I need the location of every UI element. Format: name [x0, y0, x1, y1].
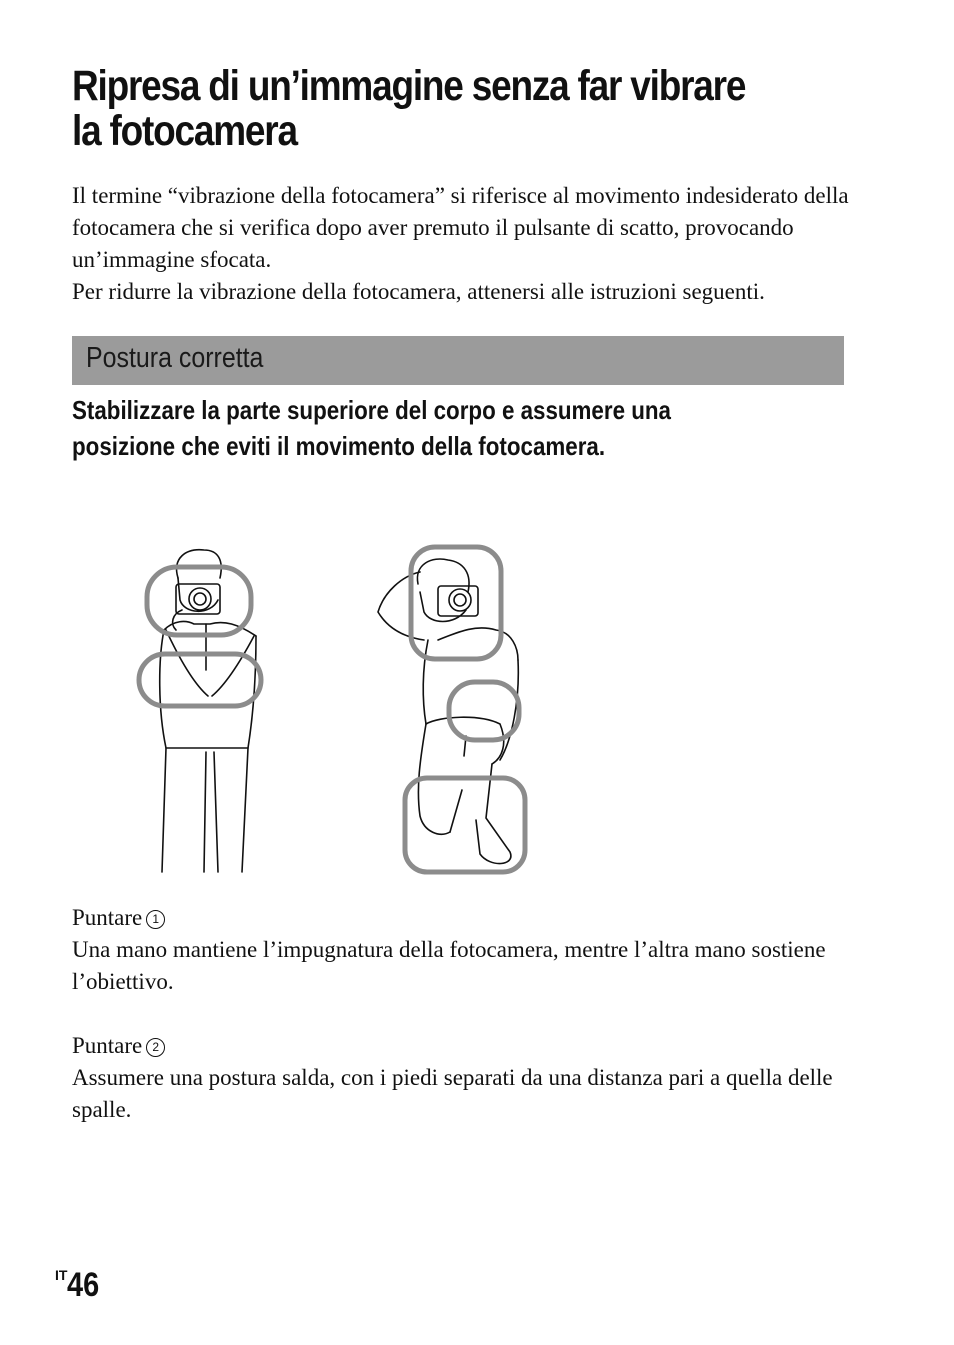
point-2-heading	[72, 1030, 862, 1062]
posture-illustration	[120, 520, 560, 890]
intro-text	[72, 180, 862, 308]
point-2	[72, 1030, 862, 1126]
section-header-label: Postura corretta	[86, 342, 264, 374]
point-1-heading	[72, 902, 862, 934]
intro-paragraph-2: Per ridurre la vibrazione della fotocamera, attenersi alle istruzioni seguenti.	[72, 279, 765, 304]
standing-photographer-figure	[160, 550, 256, 872]
highlight-ring-knee-kneeling	[449, 682, 519, 740]
highlight-ring-elbows-standing	[139, 654, 261, 706]
intro-paragraph-1: Il termine “vibrazione della fotocamera” si riferisce al movimento indesiderato della fotocamera che si verifica dopo aver premuto il pulsante di scatto, provocando un’immagine sfocata.	[72, 183, 849, 272]
section-subheading	[72, 392, 760, 464]
page-title-line-1: Ripresa di un’immagine senza far vibrare	[72, 62, 746, 110]
point-2-marker: 2	[146, 1038, 165, 1057]
point-2-label: Puntare	[72, 1033, 143, 1058]
point-1-text: Una mano mantiene l’impugnatura della fotocamera, mentre l’altra mano sostiene l’obiettivo.	[72, 937, 826, 994]
section-subheading-line-2: posizione che eviti il movimento della fotocamera.	[72, 431, 606, 461]
page-number-value: 46	[67, 1266, 100, 1304]
page-number	[55, 1266, 105, 1305]
section-subheading-line-1: Stabilizzare la parte superiore del corpo e assumere una	[72, 395, 671, 425]
point-1-label: Puntare	[72, 905, 143, 930]
page-title-line-2: la fotocamera	[72, 107, 297, 155]
point-1-marker: 1	[146, 910, 165, 929]
point-1	[72, 902, 862, 998]
point-2-text: Assumere una postura salda, con i piedi separati da una distanza pari a quella delle spalle.	[72, 1065, 833, 1122]
page-language-code: IT	[55, 1267, 68, 1283]
section-header	[72, 336, 844, 385]
highlight-ring-feet-kneeling	[405, 778, 525, 872]
page-title	[72, 64, 769, 154]
highlight-rings	[139, 547, 525, 872]
